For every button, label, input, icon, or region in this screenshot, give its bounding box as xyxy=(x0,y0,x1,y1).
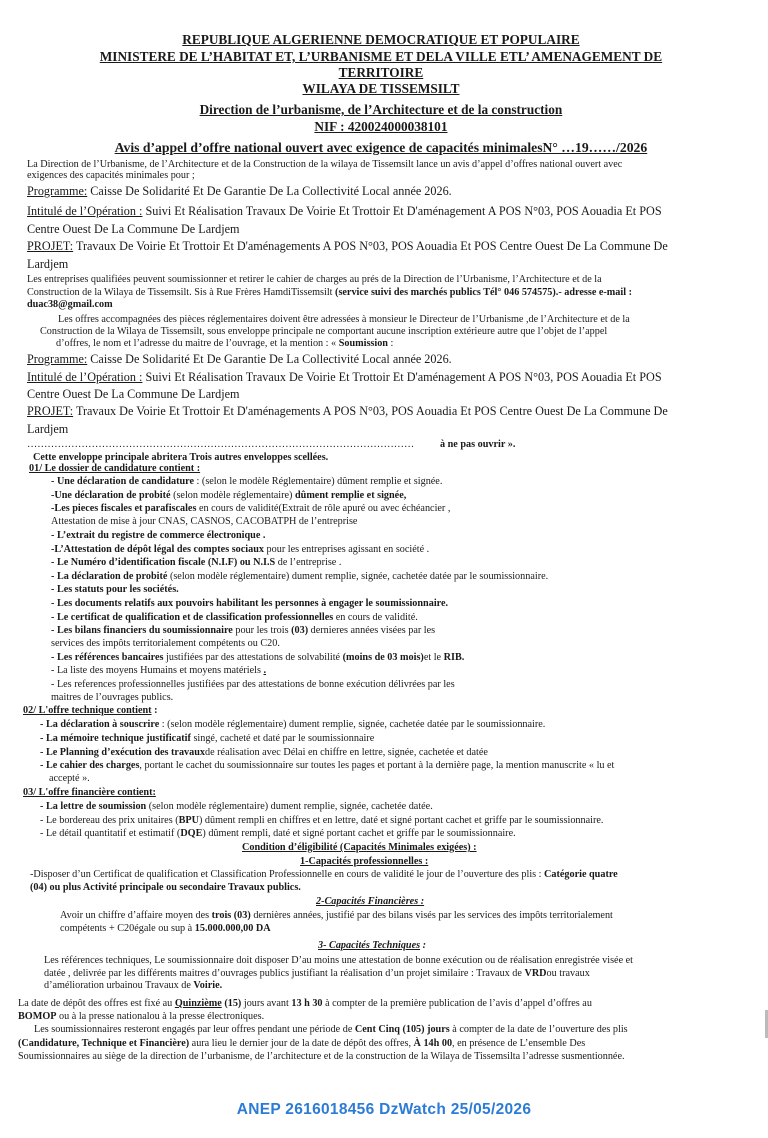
s01-item-8: - La déclaration de probité (selon modèle réglementaire) dument remplie, signée, cachetée datée par le soumissionnaire. xyxy=(51,571,549,582)
retrait-line-1: Les entreprises qualifiées peuvent soumissionner et retirer le cahier de charges au prés de la Direction de l’Urbanisme, l’Architecture et de la xyxy=(27,274,602,285)
dotted-line: …………………………………………………………………………………………………… xyxy=(27,439,415,450)
s01-item-1: - Une déclaration de candidature : (selon le modèle Réglementaire) dûment remplie et signée. xyxy=(51,476,443,487)
s02-item-5: accepté ». xyxy=(49,773,90,784)
capacites-pro-line-1: -Disposer d’un Certificat de qualification et Classification Professionnelle en cours de validité le jour de l’ouverture des plis : Catégorie quatre xyxy=(30,869,618,880)
capacites-professionnelles-heading: 1-Capacités professionnelles : xyxy=(300,856,429,867)
s03-item-3: - Le détail quantitatif et estimatif (DQE) dûment rempli, daté et signé portant cachet et griffe par le soumissionnaire. xyxy=(40,828,516,839)
s01-item-9: - Les statuts pour les sociétés. xyxy=(51,584,179,595)
intitule-2: Intitulé de l’Opération : Suivi Et Réalisation Travaux De Voirie Et Trottoir Et D'aménagement A POS N°03, POS Aouadia Et POS xyxy=(27,370,662,384)
capacites-tech-line-2: datée , delivrée par les différents maitres d’ouvrages publics justifiant la réalisation d’un projet similaire : Travaux de VRDou travaux xyxy=(44,968,590,979)
intro-line-1: La Direction de l’Urbanisme, de l’Architecture et de la Construction de la wilaya de Tissemsilt lance un avis d’appel d’offres national ouvert avec xyxy=(27,159,623,170)
s01-item-16: - Les references professionnelles justifiées par des attestations de bonne exécution délivrées par les xyxy=(51,679,455,690)
engagement-line-3: Soumissionnaires au siège de la direction de l’urbanisme, de l’architecture et de la construction de la Wilaya de Tissemsilta l’adresse susmentionnée. xyxy=(18,1051,625,1062)
ne-pas-ouvrir: à ne pas ouvrir ». xyxy=(440,439,516,450)
engagement-line-1: Les soumissionnaires resteront engagés par leur offres pendant une période de Cent Cinq (105) jours à compter de la date de l’ouverture des plis xyxy=(34,1024,628,1035)
envoi-line-2: Construction de la Wilaya de Tissemsilt, sous enveloppe principale ne comportant aucune inscription extérieure autre que l’objet de l’appel xyxy=(40,326,608,337)
s01-item-15: - La liste des moyens Humains et moyens matériels . xyxy=(51,665,267,676)
eligibilite-heading: Condition d’éligibilité (Capacités Minimales exigées) : xyxy=(242,842,477,853)
capacites-fin-line-2: compétents + C20égale ou sup à 15.000.000,00 DA xyxy=(60,923,271,934)
capacites-pro-line-2: (04) ou plus Activité principale ou secondaire Travaux publics. xyxy=(30,882,301,893)
programme-1: Programme: Caisse De Solidarité Et De Garantie De La Collectivité Local année 2026. xyxy=(27,184,452,198)
intitule-1: Intitulé de l’Opération : Suivi Et Réalisation Travaux De Voirie Et Trottoir Et D'aménagement A POS N°03, POS Aouadia Et POS xyxy=(27,204,662,218)
capacites-financieres-heading: 2-Capacités Financières : xyxy=(316,896,425,907)
s02-item-3: - Le Planning d’exécution des travauxde réalisation avec Délai en chiffre en lettre, signée, cachetée et datée xyxy=(40,747,488,758)
programme-2: Programme: Caisse De Solidarité Et De Garantie De La Collectivité Local année 2026. xyxy=(27,352,452,366)
s01-item-6: -L’Attestation de dépôt légal des comptes sociaux pour les entreprises agissant en société . xyxy=(51,544,430,555)
section-01-heading: 01/ Le dossier de candidature contient : xyxy=(29,463,201,474)
header-territoire: TERRITOIRE xyxy=(338,65,424,80)
capacites-techniques-heading: 3- Capacités Techniques : xyxy=(318,940,427,951)
capacites-fin-line-1: Avoir un chiffre d’affaire moyen des trois (03) dernières années, justifié par des bilans visés par les services des impôts territorialement xyxy=(60,910,613,921)
section-03-heading: 03/ L'offre financière contient: xyxy=(23,787,156,798)
header-nif: NIF : 420024000038101 xyxy=(314,119,448,134)
email-address: duac38@gmail.com xyxy=(27,299,113,310)
enveloppe-line: Cette enveloppe principale abritera Trois autres enveloppes scellées. xyxy=(33,452,329,463)
s02-item-2: - La mémoire technique justificatif singé, cacheté et daté par le soumissionnaire xyxy=(40,733,375,744)
engagement-line-2: (Candidature, Technique et Financière) aura lieu le dernier jour de la date de dépôt des offres, À 14h 00, en présence de L’ensemble Des xyxy=(18,1038,586,1049)
s03-item-1: - La lettre de soumission (selon modèle réglementaire) dument remplie, signée, cachetée datée. xyxy=(40,801,433,812)
header-direction: Direction de l’urbanisme, de l’Architecture et de la construction xyxy=(199,102,563,117)
projet-2-cont: Lardjem xyxy=(27,422,69,436)
s02-item-4: - Le cahier des charges, portant le cachet du soumissionnaire sur toutes les pages et portant à la dernière page, la mention manuscrite « lu et xyxy=(40,760,615,771)
header-ministere: MINISTERE DE L’HABITAT ET, L’URBANISME ET DELA VILLE ETL’ AMENAGEMENT DE xyxy=(99,49,663,64)
retrait-line-2: Construction de la Wilaya de Tissemsilt. Sis à Rue Frères HamdiTissemsilt (service suivi des marchés publics Tél° 046 574575).- adresse e-mail : xyxy=(27,287,632,298)
s01-item-11: - Le certificat de qualification et de classification professionnelles en cours de validité. xyxy=(51,612,418,623)
footer-reference: ANEP 2616018456 DzWatch 25/05/2026 xyxy=(236,1101,532,1118)
s01-item-14: - Les références bancaires justifiées par des attestations de solvabilité (moins de 03 mois)et le RIB. xyxy=(51,652,465,663)
s01-item-4: Attestation de mise à jour CNAS, CASNOS, CACOBATPH de l’entreprise xyxy=(51,516,358,527)
s01-item-3: -Les pieces fiscales et parafiscales en cours de validité(Extrait de rôle apuré ou avec échéancier , xyxy=(51,503,451,514)
s01-item-7: - Le Numéro d’identification fiscale (N.I.F) ou N.I.S de l’entreprise . xyxy=(51,557,342,568)
s03-item-2: - Le bordereau des prix unitaires (BPU) dûment rempli en chiffres et en lettre, daté et signé portant cachet et griffe par le soumissionnaire. xyxy=(40,815,604,826)
depot-line-1: La date de dépôt des offres est fixé au Quinzième (15) jours avant 13 h 30 à compter de la première publication de l’avis d’appel d’offres au xyxy=(18,998,592,1009)
intitule-1-cont: Centre Ouest De La Commune De Lardjem xyxy=(27,222,240,236)
projet-1-cont: Lardjem xyxy=(27,257,69,271)
notice-title: Avis d’appel d’offre national ouvert avec exigence de capacités minimalesN° …19……/2026 xyxy=(114,140,648,155)
envoi-line-3: d’offres, le nom et l’adresse du maitre de l’ouvrage, et la mention : « Soumission : xyxy=(56,338,394,349)
projet-2: PROJET: Travaux De Voirie Et Trottoir Et D'aménagements A POS N°03, POS Aouadia Et POS Centre Ouest De La Commune De xyxy=(27,404,668,418)
intitule-2-cont: Centre Ouest De La Commune De Lardjem xyxy=(27,387,240,401)
header-republique: REPUBLIQUE ALGERIENNE DEMOCRATIQUE ET POPULAIRE xyxy=(182,32,580,47)
capacites-tech-line-3: d’amélioration urbainou Travaux de Voirie. xyxy=(44,980,223,991)
intro-line-2: exigences des capacités minimales pour ; xyxy=(27,170,195,181)
s01-item-12: - Les bilans financiers du soumissionnaire pour les trois (03) dernieres années visées par les xyxy=(51,625,436,636)
s02-item-1: - La déclaration à souscrire : (selon modèle réglementaire) dument remplie, signée, cachetée datée par le soumissionnaire. xyxy=(40,719,546,730)
projet-1: PROJET: Travaux De Voirie Et Trottoir Et D'aménagements A POS N°03, POS Aouadia Et POS Centre Ouest De La Commune De xyxy=(27,239,668,253)
section-02-heading: 02/ L'offre technique contient : xyxy=(23,705,158,716)
s01-item-10: - Les documents relatifs aux pouvoirs habilitant les personnes à engager le soumissionnaire. xyxy=(51,598,449,609)
header-wilaya: WILAYA DE TISSEMSILT xyxy=(302,81,460,96)
envoi-line-1: Les offres accompagnées des pièces réglementaires doivent être adressées à monsieur le Directeur de l’Urbanisme ,de l’Architecture et de la xyxy=(58,314,630,325)
s01-item-17: maitres de l’ouvrages publics. xyxy=(51,692,174,703)
capacites-tech-line-1: Les références techniques, Le soumissionnaire doit disposer D’au moins une attestation de bonne exécution ou de réalisation enregistrée visée et xyxy=(44,955,633,966)
depot-line-2: BOMOP ou à la presse nationalou à la presse électroniques. xyxy=(18,1011,265,1022)
s01-item-5: - L’extrait du registre de commerce électronique . xyxy=(51,530,266,541)
s01-item-2: -Une déclaration de probité (selon modèle réglementaire) dûment remplie et signée, xyxy=(51,490,407,501)
s01-item-13: services des impôts territorialement compétents ou C20. xyxy=(51,638,280,649)
